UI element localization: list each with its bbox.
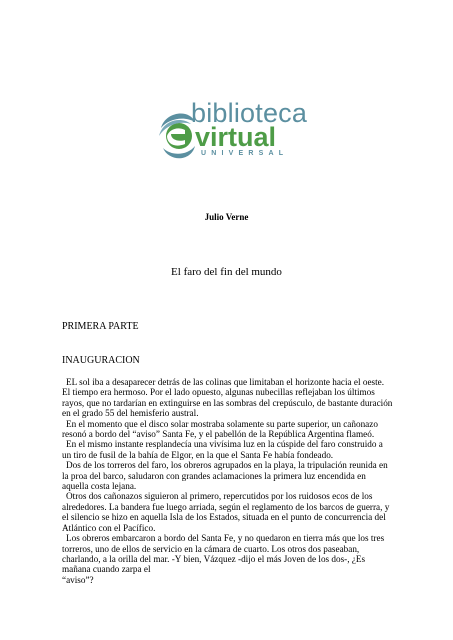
paragraph: En el mismo instante resplandecía una vivísima luz en la cúspide del faro construido a un tiro de fusil de la bahía de Elgor, en la que el Santa Fe había fondeado. xyxy=(62,439,383,460)
paragraph: Dos de los torreros del faro, los obreros agrupados en la playa, la tripulación reunida en la proa del barco, saludaron con grandes aclamaciones la primera luz encendida en aquella costa lejana. xyxy=(62,460,388,492)
paragraph: Los obreros embarcaron a bordo del Santa Fe, y no quedaron en tierra más que los tres torreros, uno de ellos de servicio en la cámara de cuarto. Los otros dos paseaban, charlando, a la orilla del mar. -Y bien, Vázquez -dijo el más Joven de los dos-, ¿Es mañana cuando zarpa el xyxy=(62,533,385,575)
biblioteca-virtual-logo xyxy=(155,98,308,170)
chapter-heading: INAUGURACION xyxy=(62,355,140,366)
logo-line-1: biblioteca xyxy=(191,98,308,128)
author-name: Julio Verne xyxy=(204,212,249,222)
body-text xyxy=(62,377,394,585)
logo-line-2: virtual xyxy=(195,122,277,152)
part-heading: PRIMERA PARTE xyxy=(62,321,139,332)
paragraph: “aviso”? xyxy=(62,574,94,585)
paragraph: En el momento que el disco solar mostraba solamente su parte superior, un cañonazo resonó a bordo del “aviso” Santa Fe, y el pabellón de la República Argentina flameó. xyxy=(62,418,378,440)
book-title: El faro del fin del mundo xyxy=(171,266,282,278)
paragraph: EL sol iba a desaparecer detrás de las colinas que limitaban el horizonte hacia el oeste. El tiempo era hermoso. Por el lado opuesto, algunas nubecillas reflejaban los últimos rayos, que no tardarían en extinguirse en las sombras del crepúsculo, de bastante duración en el grado 55 del hemisferio austral. xyxy=(62,377,393,419)
paragraph: Otros dos cañonazos siguieron al primero, repercutidos por los ruidosos ecos de los alrededores. La bandera fue luego arriada, según el reglamento de los barcos de guerra, y el silencio se hizo en aquella Isla de los Estados, situada en el punto de concurrencia del Atlántico con el Pacífico. xyxy=(62,491,390,533)
logo-line-3: UNIVERSAL xyxy=(201,150,289,157)
